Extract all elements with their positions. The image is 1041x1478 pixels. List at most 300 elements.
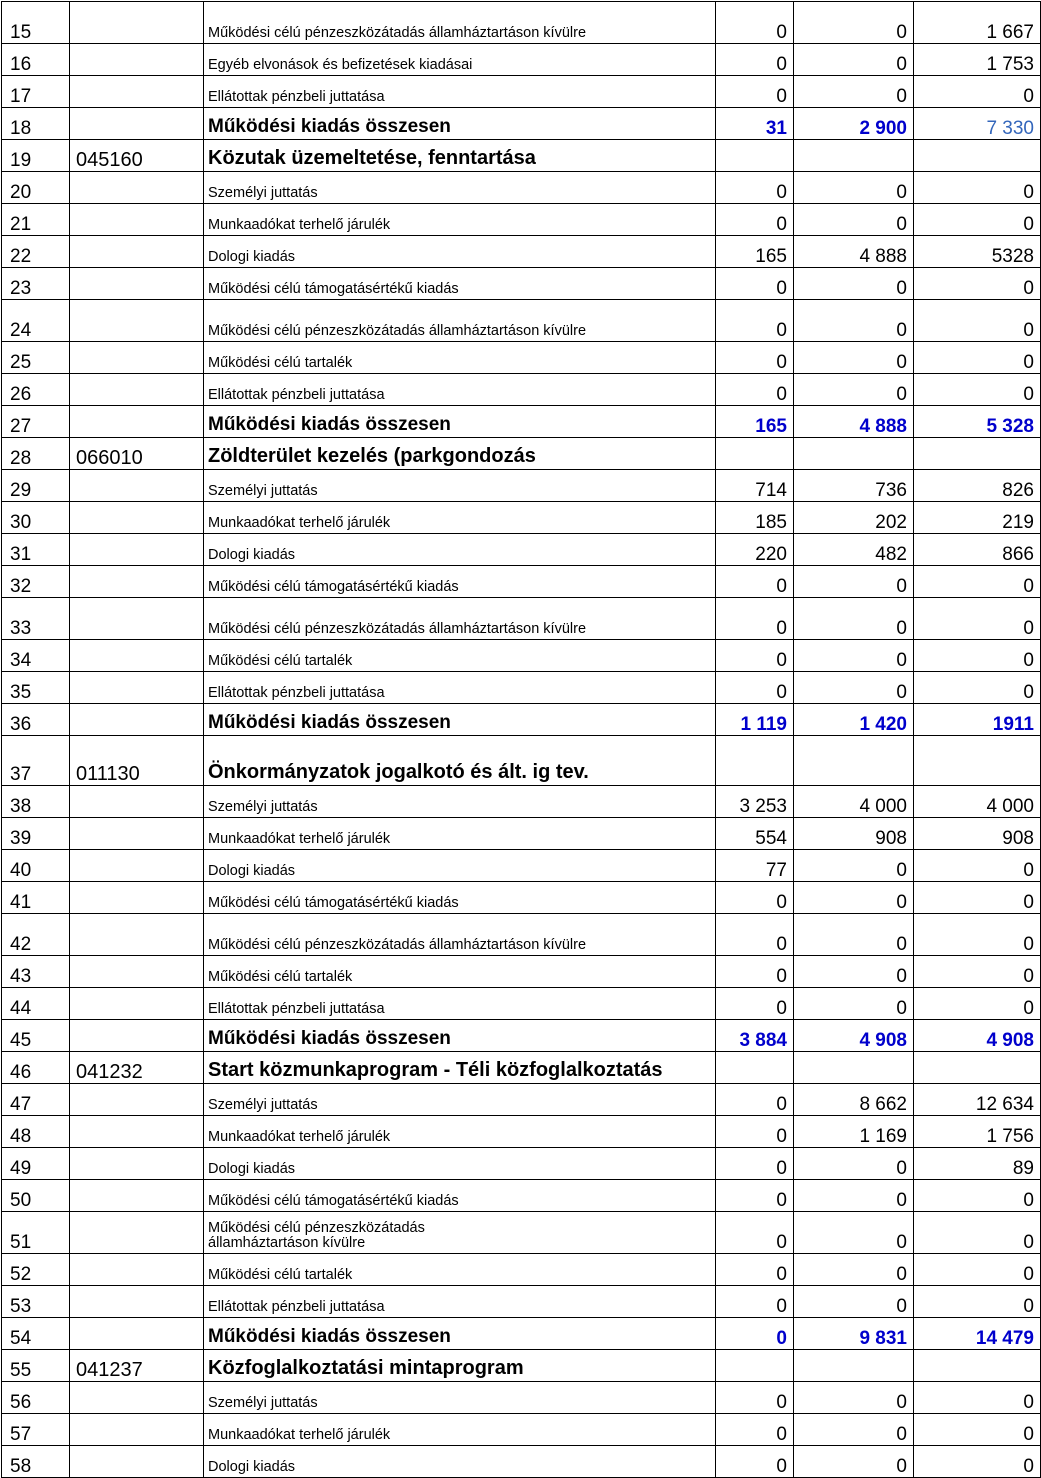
row-number-cell: 17 <box>2 76 70 108</box>
value-3-cell: 0 <box>914 914 1041 956</box>
value-1-cell: 0 <box>716 566 794 598</box>
table-row <box>2 1446 1041 1478</box>
function-code-cell <box>70 534 204 566</box>
value-1-cell: 185 <box>716 502 794 534</box>
row-number-cell: 22 <box>2 236 70 268</box>
value-3-cell: 0 <box>914 172 1041 204</box>
value-1-cell: 714 <box>716 470 794 502</box>
value-2-cell: 0 <box>794 2 914 44</box>
value-3-cell: 0 <box>914 1446 1041 1478</box>
function-code-cell <box>70 1084 204 1116</box>
row-number-cell: 44 <box>2 988 70 1020</box>
value-3-cell: 0 <box>914 1180 1041 1212</box>
row-number-cell: 56 <box>2 1382 70 1414</box>
row-number-cell: 34 <box>2 640 70 672</box>
function-code-cell <box>70 1286 204 1318</box>
value-3-cell: 0 <box>914 1414 1041 1446</box>
item-label-cell: Közfoglalkoztatási mintaprogram <box>204 1350 716 1382</box>
value-2-cell: 0 <box>794 76 914 108</box>
row-number-cell: 30 <box>2 502 70 534</box>
function-code-cell <box>70 1446 204 1478</box>
function-code-cell <box>70 1148 204 1180</box>
value-2-cell: 0 <box>794 342 914 374</box>
row-number-cell: 31 <box>2 534 70 566</box>
value-1-cell: 0 <box>716 1212 794 1254</box>
function-code-cell <box>70 76 204 108</box>
budget-table-body <box>2 2 1041 1478</box>
table-row <box>2 1382 1041 1414</box>
value-3-cell: 866 <box>914 534 1041 566</box>
table-row <box>2 1212 1041 1254</box>
item-label-cell: Ellátottak pénzbeli juttatása <box>204 672 716 704</box>
value-3-cell: 219 <box>914 502 1041 534</box>
value-1-cell: 0 <box>716 1318 794 1350</box>
function-code-cell <box>70 172 204 204</box>
item-label-cell: Ellátottak pénzbeli juttatása <box>204 374 716 406</box>
table-row <box>2 598 1041 640</box>
section-header-row <box>2 1350 1041 1382</box>
value-2-cell: 0 <box>794 1148 914 1180</box>
item-label-cell: Munkaadókat terhelő járulék <box>204 818 716 850</box>
row-number-cell: 50 <box>2 1180 70 1212</box>
row-number-cell: 23 <box>2 268 70 300</box>
table-row <box>2 566 1041 598</box>
item-label-cell: Munkaadókat terhelő járulék <box>204 204 716 236</box>
value-2-cell: 0 <box>794 1180 914 1212</box>
value-2-cell: 0 <box>794 172 914 204</box>
table-row <box>2 1148 1041 1180</box>
value-2-cell: 4 000 <box>794 786 914 818</box>
function-code-cell <box>70 236 204 268</box>
row-number-cell: 47 <box>2 1084 70 1116</box>
value-3-cell: 0 <box>914 374 1041 406</box>
value-2-cell: 0 <box>794 598 914 640</box>
row-number-cell: 27 <box>2 406 70 438</box>
row-number-cell: 39 <box>2 818 70 850</box>
value-2-cell <box>794 140 914 172</box>
value-1-cell: 0 <box>716 1382 794 1414</box>
table-row <box>2 44 1041 76</box>
value-2-cell: 0 <box>794 1254 914 1286</box>
value-2-cell: 2 900 <box>794 108 914 140</box>
value-2-cell: 202 <box>794 502 914 534</box>
value-3-cell: 908 <box>914 818 1041 850</box>
item-label-cell: Működési kiadás összesen <box>204 704 716 736</box>
function-code-cell <box>70 268 204 300</box>
row-number-cell: 53 <box>2 1286 70 1318</box>
item-label-cell: Dologi kiadás <box>204 1148 716 1180</box>
function-code-cell <box>70 672 204 704</box>
value-2-cell: 8 662 <box>794 1084 914 1116</box>
value-1-cell: 0 <box>716 882 794 914</box>
item-label-cell: Működési kiadás összesen <box>204 1318 716 1350</box>
value-1-cell: 0 <box>716 76 794 108</box>
value-3-cell: 0 <box>914 672 1041 704</box>
value-1-cell <box>716 736 794 786</box>
row-number-cell: 40 <box>2 850 70 882</box>
value-1-cell <box>716 1052 794 1084</box>
value-3-cell: 0 <box>914 300 1041 342</box>
table-row <box>2 534 1041 566</box>
value-2-cell: 4 888 <box>794 236 914 268</box>
value-3-cell: 4 000 <box>914 786 1041 818</box>
item-label-cell: Dologi kiadás <box>204 236 716 268</box>
value-3-cell <box>914 736 1041 786</box>
table-row <box>2 300 1041 342</box>
function-code-cell <box>70 1382 204 1414</box>
value-3-cell: 14 479 <box>914 1318 1041 1350</box>
value-3-cell: 0 <box>914 76 1041 108</box>
row-number-cell: 51 <box>2 1212 70 1254</box>
value-2-cell: 0 <box>794 1414 914 1446</box>
function-code-cell <box>70 1318 204 1350</box>
function-code-cell <box>70 502 204 534</box>
value-1-cell: 165 <box>716 406 794 438</box>
table-row <box>2 1116 1041 1148</box>
value-1-cell: 554 <box>716 818 794 850</box>
value-1-cell: 0 <box>716 956 794 988</box>
value-3-cell: 0 <box>914 850 1041 882</box>
function-code-cell <box>70 914 204 956</box>
table-row <box>2 956 1041 988</box>
table-row <box>2 502 1041 534</box>
item-label-cell: Személyi juttatás <box>204 470 716 502</box>
item-label-cell: Működési célú tartalék <box>204 640 716 672</box>
table-row <box>2 786 1041 818</box>
table-row <box>2 988 1041 1020</box>
table-row <box>2 76 1041 108</box>
value-3-cell: 1 667 <box>914 2 1041 44</box>
item-label-cell: Személyi juttatás <box>204 1084 716 1116</box>
item-label-cell: Működési kiadás összesen <box>204 108 716 140</box>
table-row <box>2 204 1041 236</box>
function-code-cell <box>70 470 204 502</box>
summary-row <box>2 1020 1041 1052</box>
item-label-cell: Személyi juttatás <box>204 172 716 204</box>
value-3-cell <box>914 1350 1041 1382</box>
value-2-cell: 4 908 <box>794 1020 914 1052</box>
item-label-cell: Munkaadókat terhelő járulék <box>204 502 716 534</box>
row-number-cell: 32 <box>2 566 70 598</box>
summary-row <box>2 108 1041 140</box>
value-2-cell: 0 <box>794 914 914 956</box>
value-2-cell: 0 <box>794 566 914 598</box>
item-label-cell: Működési kiadás összesen <box>204 1020 716 1052</box>
value-3-cell: 0 <box>914 956 1041 988</box>
summary-row <box>2 406 1041 438</box>
value-1-cell: 0 <box>716 172 794 204</box>
value-3-cell: 0 <box>914 640 1041 672</box>
function-code-cell <box>70 704 204 736</box>
value-1-cell: 0 <box>716 300 794 342</box>
function-code-cell <box>70 956 204 988</box>
function-code-cell <box>70 1254 204 1286</box>
function-code-cell <box>70 204 204 236</box>
row-number-cell: 19 <box>2 140 70 172</box>
value-1-cell: 165 <box>716 236 794 268</box>
table-row <box>2 850 1041 882</box>
section-header-row <box>2 438 1041 470</box>
item-label-cell: Zöldterület kezelés (parkgondozás <box>204 438 716 470</box>
table-row <box>2 342 1041 374</box>
value-1-cell: 0 <box>716 988 794 1020</box>
item-label-cell: Működési célú pénzeszközátadás államháztartáson kívülre <box>204 2 716 44</box>
table-row <box>2 2 1041 44</box>
row-number-cell: 16 <box>2 44 70 76</box>
value-3-cell: 0 <box>914 566 1041 598</box>
function-code-cell <box>70 342 204 374</box>
item-label-cell: Személyi juttatás <box>204 1382 716 1414</box>
table-row <box>2 1286 1041 1318</box>
value-2-cell: 0 <box>794 1286 914 1318</box>
table-row <box>2 1180 1041 1212</box>
value-3-cell: 5328 <box>914 236 1041 268</box>
value-3-cell: 1 756 <box>914 1116 1041 1148</box>
value-3-cell: 1 753 <box>914 44 1041 76</box>
value-2-cell: 0 <box>794 1212 914 1254</box>
value-1-cell: 220 <box>716 534 794 566</box>
function-code-cell <box>70 1116 204 1148</box>
row-number-cell: 33 <box>2 598 70 640</box>
row-number-cell: 45 <box>2 1020 70 1052</box>
value-3-cell: 0 <box>914 1254 1041 1286</box>
value-1-cell: 0 <box>716 1084 794 1116</box>
function-code-cell <box>70 640 204 672</box>
value-1-cell: 0 <box>716 342 794 374</box>
row-number-cell: 21 <box>2 204 70 236</box>
row-number-cell: 25 <box>2 342 70 374</box>
value-1-cell <box>716 140 794 172</box>
row-number-cell: 20 <box>2 172 70 204</box>
value-1-cell: 0 <box>716 672 794 704</box>
value-1-cell: 0 <box>716 914 794 956</box>
value-2-cell: 0 <box>794 1382 914 1414</box>
table-row <box>2 1414 1041 1446</box>
summary-row <box>2 704 1041 736</box>
value-3-cell <box>914 1052 1041 1084</box>
value-3-cell: 0 <box>914 882 1041 914</box>
function-code-cell <box>70 1180 204 1212</box>
function-code-cell <box>70 988 204 1020</box>
value-1-cell: 3 884 <box>716 1020 794 1052</box>
function-code-cell <box>70 300 204 342</box>
value-2-cell: 908 <box>794 818 914 850</box>
item-label-cell: Ellátottak pénzbeli juttatása <box>204 988 716 1020</box>
row-number-cell: 28 <box>2 438 70 470</box>
value-2-cell <box>794 1052 914 1084</box>
value-2-cell: 0 <box>794 640 914 672</box>
function-code-cell: 041237 <box>70 1350 204 1382</box>
value-1-cell: 31 <box>716 108 794 140</box>
value-1-cell: 0 <box>716 1180 794 1212</box>
function-code-cell <box>70 374 204 406</box>
value-3-cell: 5 328 <box>914 406 1041 438</box>
value-3-cell: 1911 <box>914 704 1041 736</box>
value-2-cell: 9 831 <box>794 1318 914 1350</box>
section-header-row <box>2 736 1041 786</box>
value-2-cell: 0 <box>794 956 914 988</box>
row-number-cell: 15 <box>2 2 70 44</box>
value-2-cell: 1 420 <box>794 704 914 736</box>
item-label-cell: Működési célú támogatásértékű kiadás <box>204 882 716 914</box>
function-code-cell <box>70 108 204 140</box>
value-3-cell: 0 <box>914 1212 1041 1254</box>
value-1-cell: 0 <box>716 640 794 672</box>
value-3-cell: 0 <box>914 268 1041 300</box>
item-label-cell: Működési célú pénzeszközátadás államháztartáson kívülre <box>204 914 716 956</box>
row-number-cell: 42 <box>2 914 70 956</box>
table-row <box>2 1254 1041 1286</box>
item-label-cell: Dologi kiadás <box>204 850 716 882</box>
item-label-cell: Működési célú tartalék <box>204 342 716 374</box>
item-label-cell: Működési célú tartalék <box>204 956 716 988</box>
value-2-cell: 4 888 <box>794 406 914 438</box>
value-2-cell: 0 <box>794 1446 914 1478</box>
item-label-cell: Munkaadókat terhelő járulék <box>204 1116 716 1148</box>
item-label-cell: Start közmunkaprogram - Téli közfoglalkoztatás <box>204 1052 716 1084</box>
value-1-cell <box>716 438 794 470</box>
row-number-cell: 18 <box>2 108 70 140</box>
row-number-cell: 49 <box>2 1148 70 1180</box>
row-number-cell: 38 <box>2 786 70 818</box>
row-number-cell: 35 <box>2 672 70 704</box>
function-code-cell: 041232 <box>70 1052 204 1084</box>
function-code-cell <box>70 44 204 76</box>
value-1-cell: 3 253 <box>716 786 794 818</box>
value-2-cell: 1 169 <box>794 1116 914 1148</box>
value-3-cell: 826 <box>914 470 1041 502</box>
table-row <box>2 236 1041 268</box>
value-2-cell: 0 <box>794 672 914 704</box>
table-row <box>2 374 1041 406</box>
item-label-cell: Működési célú pénzeszközátadás államháztartáson kívülre <box>204 300 716 342</box>
value-1-cell: 0 <box>716 1446 794 1478</box>
item-label-cell: Működési célú támogatásértékű kiadás <box>204 566 716 598</box>
function-code-cell: 011130 <box>70 736 204 786</box>
table-row <box>2 818 1041 850</box>
function-code-cell <box>70 406 204 438</box>
function-code-cell <box>70 1020 204 1052</box>
item-label-cell: Működési célú tartalék <box>204 1254 716 1286</box>
row-number-cell: 58 <box>2 1446 70 1478</box>
row-number-cell: 48 <box>2 1116 70 1148</box>
function-code-cell <box>70 1212 204 1254</box>
item-label-cell: Működési célú támogatásértékű kiadás <box>204 268 716 300</box>
row-number-cell: 37 <box>2 736 70 786</box>
value-1-cell <box>716 1350 794 1382</box>
table-row <box>2 914 1041 956</box>
function-code-cell <box>70 598 204 640</box>
summary-row <box>2 1318 1041 1350</box>
value-2-cell <box>794 438 914 470</box>
item-label-cell: Dologi kiadás <box>204 534 716 566</box>
value-1-cell: 0 <box>716 1414 794 1446</box>
value-3-cell: 12 634 <box>914 1084 1041 1116</box>
value-3-cell: 0 <box>914 1382 1041 1414</box>
value-2-cell: 482 <box>794 534 914 566</box>
table-row <box>2 172 1041 204</box>
function-code-cell <box>70 1414 204 1446</box>
value-3-cell: 0 <box>914 988 1041 1020</box>
value-3-cell: 0 <box>914 204 1041 236</box>
row-number-cell: 46 <box>2 1052 70 1084</box>
table-row <box>2 470 1041 502</box>
value-1-cell: 77 <box>716 850 794 882</box>
value-2-cell: 0 <box>794 882 914 914</box>
value-2-cell: 0 <box>794 988 914 1020</box>
row-number-cell: 55 <box>2 1350 70 1382</box>
item-label-cell: Személyi juttatás <box>204 786 716 818</box>
function-code-cell <box>70 786 204 818</box>
value-1-cell: 0 <box>716 1148 794 1180</box>
value-1-cell: 0 <box>716 268 794 300</box>
value-3-cell <box>914 438 1041 470</box>
function-code-cell: 066010 <box>70 438 204 470</box>
value-1-cell: 1 119 <box>716 704 794 736</box>
item-label-cell: Közutak üzemeltetése, fenntartása <box>204 140 716 172</box>
value-2-cell <box>794 1350 914 1382</box>
item-label-cell: Működési célú támogatásértékű kiadás <box>204 1180 716 1212</box>
value-3-cell: 0 <box>914 598 1041 640</box>
value-3-cell: 7 330 <box>914 108 1041 140</box>
function-code-cell <box>70 2 204 44</box>
value-2-cell: 0 <box>794 268 914 300</box>
section-header-row <box>2 1052 1041 1084</box>
value-2-cell: 0 <box>794 300 914 342</box>
function-code-cell <box>70 818 204 850</box>
value-1-cell: 0 <box>716 1286 794 1318</box>
item-label-cell: Dologi kiadás <box>204 1446 716 1478</box>
value-2-cell: 0 <box>794 850 914 882</box>
value-3-cell: 0 <box>914 1286 1041 1318</box>
item-label-cell: Ellátottak pénzbeli juttatása <box>204 76 716 108</box>
row-number-cell: 36 <box>2 704 70 736</box>
value-3-cell: 89 <box>914 1148 1041 1180</box>
row-number-cell: 29 <box>2 470 70 502</box>
row-number-cell: 41 <box>2 882 70 914</box>
value-1-cell: 0 <box>716 1116 794 1148</box>
table-row <box>2 672 1041 704</box>
value-2-cell <box>794 736 914 786</box>
value-1-cell: 0 <box>716 374 794 406</box>
value-2-cell: 736 <box>794 470 914 502</box>
item-label-cell: Ellátottak pénzbeli juttatása <box>204 1286 716 1318</box>
value-3-cell: 0 <box>914 342 1041 374</box>
value-3-cell <box>914 140 1041 172</box>
value-1-cell: 0 <box>716 598 794 640</box>
item-label-cell: Működési célú pénzeszközátadás államháztartáson kívülre <box>204 598 716 640</box>
item-label-cell: Munkaadókat terhelő járulék <box>204 1414 716 1446</box>
table-row <box>2 268 1041 300</box>
value-1-cell: 0 <box>716 204 794 236</box>
value-1-cell: 0 <box>716 1254 794 1286</box>
row-number-cell: 26 <box>2 374 70 406</box>
row-number-cell: 57 <box>2 1414 70 1446</box>
function-code-cell <box>70 566 204 598</box>
table-row <box>2 882 1041 914</box>
row-number-cell: 54 <box>2 1318 70 1350</box>
function-code-cell <box>70 882 204 914</box>
row-number-cell: 24 <box>2 300 70 342</box>
budget-table <box>1 1 1041 1478</box>
value-3-cell: 4 908 <box>914 1020 1041 1052</box>
row-number-cell: 43 <box>2 956 70 988</box>
row-number-cell: 52 <box>2 1254 70 1286</box>
section-header-row <box>2 140 1041 172</box>
value-2-cell: 0 <box>794 44 914 76</box>
item-label-cell: Egyéb elvonások és befizetések kiadásai <box>204 44 716 76</box>
function-code-cell: 045160 <box>70 140 204 172</box>
